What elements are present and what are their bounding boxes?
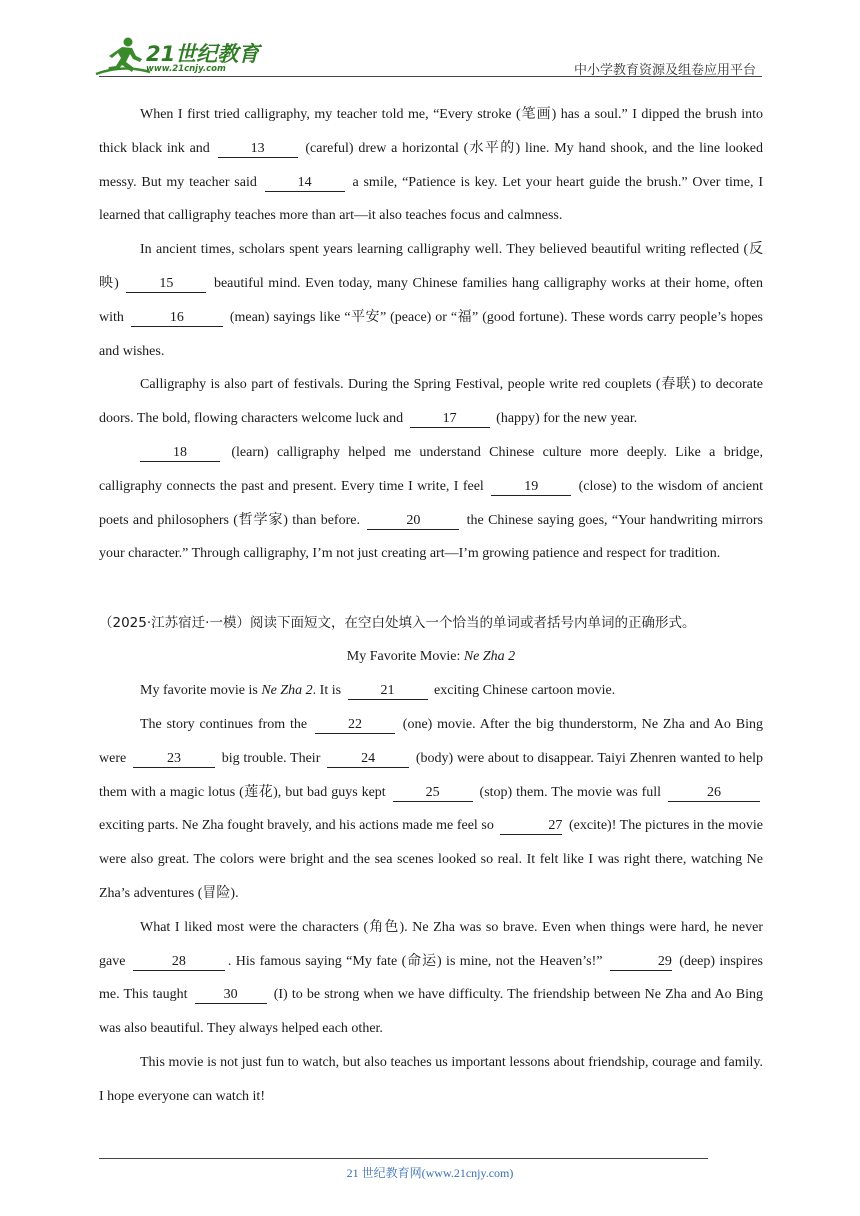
text-span: (deep) inspires me. This taught (99, 953, 763, 1003)
blank-30[interactable]: 30 (195, 987, 267, 1004)
passage1-paragraph-2 (99, 233, 763, 368)
question-source: （2025·江苏宿迁·一模）阅读下面短文，在空白处填入一个恰当的单词或者括号内单词的正确形式。 (99, 615, 696, 632)
text-span: What I liked most were the characters (角色). Ne Zha was so brave. Even when things were hard, he never gave (99, 919, 763, 969)
passage1-paragraph-4 (99, 436, 763, 571)
header-divider (99, 76, 762, 77)
blank-20[interactable]: 20 (367, 513, 459, 530)
passage2-paragraph-1 (99, 674, 763, 708)
text-span: (learn) calligraphy helped me understand Chinese culture more deeply. Like a bridge, calligraphy connects the past and present. Every time I write, I feel (99, 444, 763, 494)
passage2-paragraph-2 (99, 708, 763, 911)
passage1-paragraph-3 (99, 368, 763, 436)
blank-19[interactable]: 19 (491, 479, 571, 496)
text-span: (happy) for the new year. (492, 411, 638, 427)
text-span: the Chinese saying goes, “Your handwriting mirrors your character.” Through calligraphy, I’m not just creating art—I’m growing patience and respect for tradition. (99, 512, 764, 562)
logo-text: 21世纪教育 (146, 42, 260, 66)
blank-24[interactable]: 24 (327, 751, 409, 768)
blank-22[interactable]: 22 (315, 717, 395, 734)
footer-link[interactable]: 21 世纪教育网(www.21cnjy.com) (346, 1166, 514, 1180)
text-span: (stop) them. The movie was full (475, 784, 665, 800)
text-span: . His famous saying “My fate (命运) is mine, not the Heaven’s!” (227, 953, 607, 969)
blank-16[interactable]: 16 (131, 310, 223, 327)
blank-29[interactable]: 29 (610, 954, 672, 971)
blank-17[interactable]: 17 (410, 411, 490, 428)
blank-28[interactable]: 28 (133, 954, 225, 971)
text-span: big trouble. Their (217, 750, 325, 766)
text-span: a smile, “Patience is key. Let your heart guide the brush.” Over time, I learned that calligraphy teaches more than art—it also teaches focus and calmness. (99, 174, 763, 224)
text-span: This movie is not just fun to watch, but also teaches us important lessons about friendship, courage and family. I hope everyone can watch it! (99, 1054, 763, 1104)
text-span: . It is (312, 683, 345, 699)
text-span: My favorite movie is (140, 683, 262, 699)
text-span: Calligraphy is also part of festivals. During the Spring Festival, people write red couplets (春联) to decorate doors. The bold, flowing characters welcome luck and (99, 377, 763, 427)
text-span: (body) were about to disappear. Taiyi Zhenren wanted to help them with a magic lotus (莲花), but bad guys kept (99, 750, 764, 800)
title-text: My Favorite Movie: (346, 649, 464, 665)
text-span: exciting parts. Ne Zha fought bravely, and his actions made me feel so (99, 818, 498, 834)
section-gap (99, 571, 763, 606)
passage2-paragraph-3 (99, 911, 763, 1046)
document-body (99, 98, 763, 1114)
blank-26[interactable]: 26 (668, 785, 760, 802)
passage-title (99, 640, 763, 674)
movie-name-italic: Ne Zha 2 (261, 683, 313, 699)
blank-25[interactable]: 25 (393, 785, 473, 802)
text-span: (close) to the wisdom of ancient poets and philosophers (哲学家) than before. (99, 478, 763, 528)
platform-name: 中小学教育资源及组卷应用平台 (573, 63, 756, 78)
footer-divider (99, 1158, 708, 1159)
blank-13[interactable]: 13 (218, 141, 298, 158)
blank-15[interactable]: 15 (126, 276, 206, 293)
text-span: When I first tried calligraphy, my teacher told me, “Every stroke (笔画) has a soul.” I dipped the brush into thick black ink and (99, 107, 763, 156)
text-span: (excite)! The pictures in the movie were also great. The colors were bright and the sea scenes looked so real. It felt like I was right there, watching Ne Zha’s adventures (冒险). (99, 818, 763, 901)
text-span: exciting Chinese cartoon movie. (430, 683, 616, 699)
blank-18[interactable]: 18 (140, 445, 220, 462)
text-span: The story continues from the (140, 716, 312, 732)
passage1-paragraph-1 (99, 98, 763, 233)
blank-14[interactable]: 14 (265, 175, 345, 192)
blank-23[interactable]: 23 (133, 751, 215, 768)
text-span: (I) to be strong when we have difficulty. The friendship between Ne Zha and Ao Bing was also beautiful. They always helped each other. (99, 987, 763, 1037)
text-span: (mean) sayings like “平安” (peace) or “福” (good fortune). These words carry people’s hopes and wishes. (99, 309, 763, 359)
title-italic: Ne Zha 2 (463, 649, 516, 665)
text-span: beautiful mind. Even today, many Chinese families hang calligraphy works at their home, often with (99, 275, 763, 325)
logo-subtext: www.21cnjy.com (146, 64, 226, 74)
site-logo[interactable] (92, 34, 262, 80)
blank-21[interactable]: 21 (348, 683, 428, 700)
passage2-paragraph-4 (99, 1046, 763, 1114)
text-span: (one) movie. After the big thunderstorm, Ne Zha and Ao Bing were (99, 716, 763, 766)
page-header (0, 0, 860, 80)
text-span: (careful) drew a horizontal (水平的) line. My hand shook, and the line looked messy. But my teacher said (99, 140, 763, 190)
text-span: In ancient times, scholars spent years learning calligraphy well. They believed beautiful writing reflected (反映) (99, 242, 763, 291)
blank-27[interactable]: 27 (500, 818, 562, 835)
